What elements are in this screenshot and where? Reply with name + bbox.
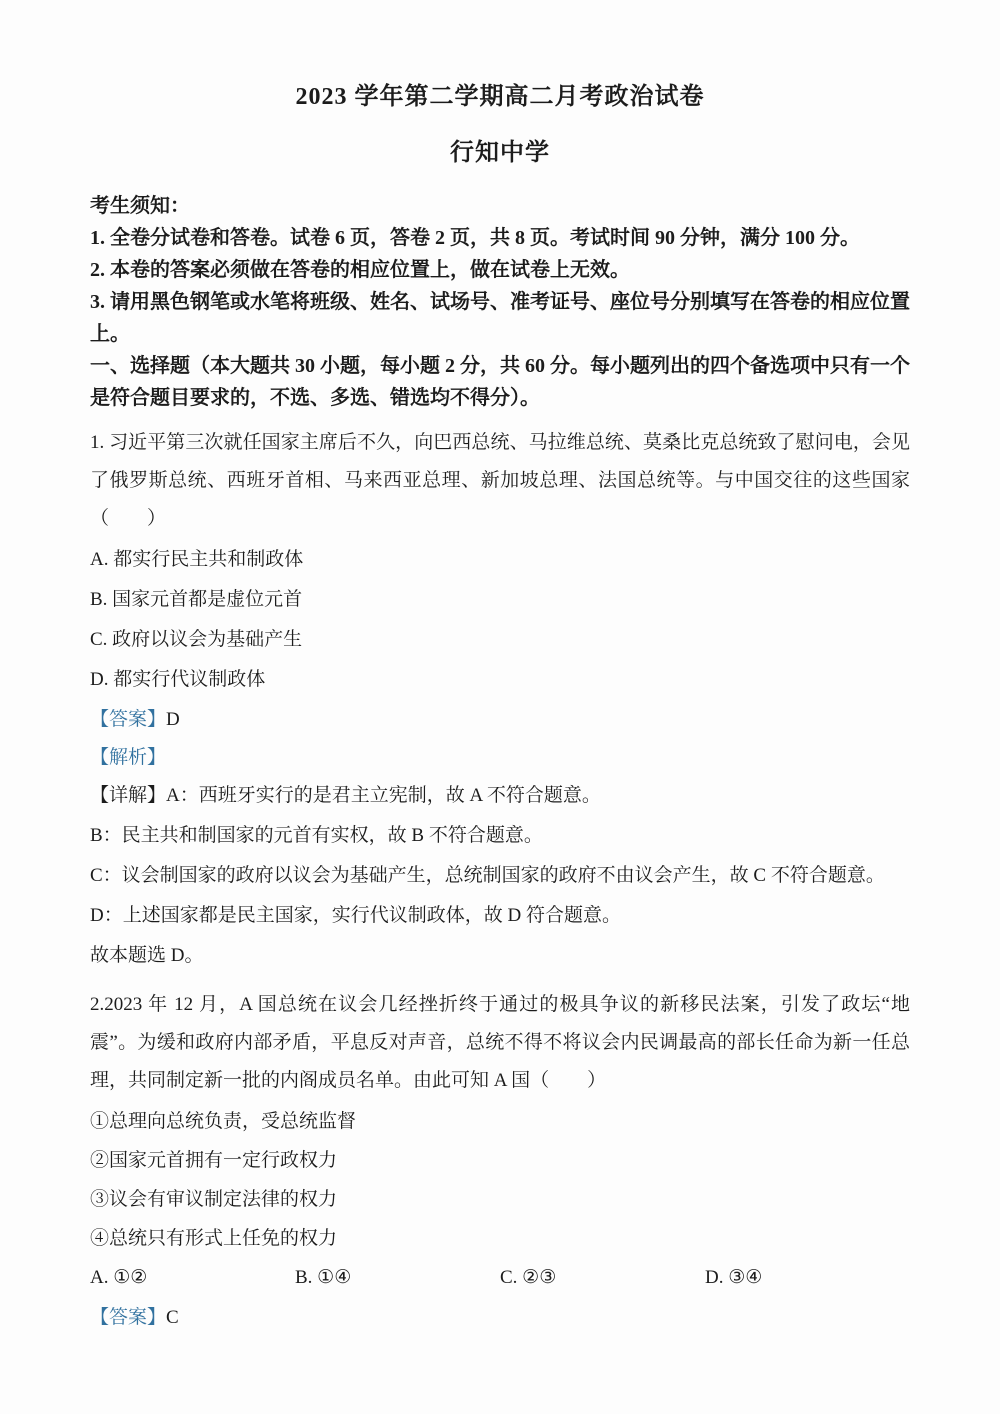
question-2-item-1: ①总理向总统负责，受总统监督 [90, 1111, 357, 1132]
question-1-stem: 1. 习近平第三次就任国家主席后不久，向巴西总统、马拉维总统、莫桑比克总统致了慰问电，会见了俄罗斯总统、西班牙首相、马来西亚总理、新加坡总理、法国总统等。与中国交往的这些国家（ ） [90, 432, 910, 529]
section-heading-multiple-choice: 一、选择题（本大题共 30 小题，每小题 2 分，共 60 分。每小题列出的四个备选项中只有一个是符合题目要求的，不选、多选、错选均不得分）。 [90, 355, 910, 409]
question-1-answer-value: D [166, 709, 180, 730]
question-2-option-d: D. ③④ [705, 1267, 763, 1288]
question-2-option-a: A. ①② [90, 1267, 148, 1288]
question-1-detail-2: B：民主共和制国家的元首有实权，故 B 不符合题意。 [90, 825, 543, 846]
question-1-details [90, 776, 910, 976]
question-1-answer-line [90, 700, 910, 740]
question-2-options-row [90, 1258, 910, 1298]
notice-item-3: 3. 请用黑色钢笔或水笔将班级、姓名、试场号、准考证号、座位号分别填写在答卷的相应位置上。 [90, 291, 910, 345]
question-2-item-4: ④总统只有形式上任免的权力 [90, 1228, 338, 1249]
question-1-detail-3: C：议会制国家的政府以议会为基础产生，总统制国家的政府不由议会产生，故 C 不符合题意。 [90, 865, 885, 886]
answer-label: 【答案】 [90, 1307, 167, 1328]
question-2-item-3: ③议会有审议制定法律的权力 [90, 1189, 338, 1210]
answer-label: 【答案】 [90, 709, 167, 730]
notice-item-1: 1. 全卷分试卷和答卷。试卷 6 页，答卷 2 页，共 8 页。考试时间 90 分钟，满分 100 分。 [90, 227, 860, 249]
school-name: 行知中学 [450, 140, 550, 166]
question-2-answer-line [90, 1298, 910, 1338]
question-2-answer-value: C [166, 1307, 179, 1328]
question-1-option-d: D. 都实行代议制政体 [90, 669, 266, 690]
candidate-notice [90, 190, 910, 350]
question-2-option-b: B. ①④ [295, 1267, 352, 1288]
question-1-detail-1: 【详解】A：西班牙实行的是君主立宪制，故 A 不符合题意。 [90, 785, 601, 806]
question-1-detail-5: 故本题选 D。 [90, 945, 204, 966]
exam-title: 2023 学年第二学期高二月考政治试卷 [295, 84, 705, 110]
question-1-detail-4: D：上述国家都是民主国家，实行代议制政体，故 D 符合题意。 [90, 905, 621, 926]
question-1 [90, 424, 910, 976]
question-2-item-2: ②国家元首拥有一定行政权力 [90, 1150, 338, 1171]
question-1-options [90, 540, 910, 700]
notice-item-2: 2. 本卷的答案必须做在答卷的相应位置上，做在试卷上无效。 [90, 259, 630, 281]
notice-heading: 考生须知： [90, 195, 190, 217]
question-2 [90, 986, 910, 1338]
question-2-stem: 2.2023 年 12 月，A 国总统在议会几经挫折终于通过的极具争议的新移民法案，引发了政坛“地震”。为缓和政府内部矛盾，平息反对声音，总统不得不将议会内民调最高的部长任命为新一任总理，共同制定新一批的内阁成员名单。由此可知 A 国（ ） [90, 994, 910, 1091]
question-2-option-c: C. ②③ [500, 1267, 557, 1288]
question-1-option-b: B. 国家元首都是虚位元首 [90, 589, 303, 610]
question-1-option-a: A. 都实行民主共和制政体 [90, 549, 304, 570]
analysis-label: 【解析】 [90, 747, 167, 768]
question-2-items [90, 1102, 910, 1258]
question-1-option-c: C. 政府以议会为基础产生 [90, 629, 303, 650]
